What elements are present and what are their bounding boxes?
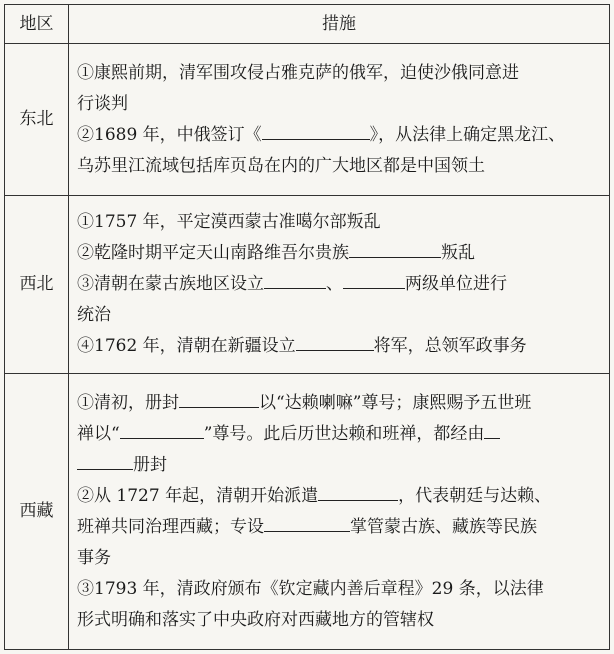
header-measures: 措施 bbox=[69, 5, 610, 44]
region-cell-tibet: 西藏 bbox=[5, 374, 69, 650]
text-line: 乌苏里江流域包括库页岛在内的广大地区都是中国领土 bbox=[77, 155, 485, 176]
text-line: ③1793 年，清政府颁布《钦定藏内善后章程》29 条，以法律 bbox=[77, 578, 544, 599]
region-cell-northwest: 西北 bbox=[5, 196, 69, 374]
text-line: ①康熙前期，清军围攻侵占雅克萨的俄军，迫使沙俄同意进 bbox=[77, 62, 519, 83]
fill-in-blank[interactable] bbox=[264, 513, 350, 532]
text-line: ①1757 年，平定漠西蒙古准噶尔部叛乱 bbox=[77, 212, 381, 232]
measures-cell-northwest bbox=[69, 196, 610, 374]
fill-in-blank[interactable] bbox=[262, 121, 370, 140]
text-line: 禅以“ ”尊号。此后历世达赖和班禅，都经由 bbox=[77, 419, 601, 450]
text-line: ①清初，册封 以“达赖喇嘛”尊号；康熙赐予五世班 bbox=[77, 388, 601, 419]
header-region: 地区 bbox=[5, 5, 69, 44]
measures-table bbox=[4, 4, 610, 650]
fill-in-blank[interactable] bbox=[120, 420, 204, 439]
fill-in-blank[interactable] bbox=[343, 270, 405, 289]
fill-in-blank[interactable] bbox=[264, 270, 326, 289]
text-line: 册封 bbox=[77, 450, 601, 481]
table-row-northeast bbox=[5, 44, 610, 196]
fill-in-blank[interactable] bbox=[77, 451, 133, 470]
fill-in-blank[interactable] bbox=[484, 420, 500, 439]
table-row-tibet bbox=[5, 374, 610, 650]
measures-cell-tibet bbox=[69, 374, 610, 650]
text-line: 班禅共同治理西藏；专设 掌管蒙古族、藏族等民族 bbox=[77, 512, 601, 543]
region-cell-northeast: 东北 bbox=[5, 44, 69, 196]
text-line: ②乾隆时期平定天山南路维吾尔贵族 叛乱 bbox=[77, 238, 601, 269]
text-line: ②从 1727 年起，清朝开始派遣 ，代表朝廷与达赖、 bbox=[77, 481, 601, 512]
text-line: 形式明确和落实了中央政府对西藏地方的管辖权 bbox=[77, 609, 434, 630]
measures-cell-northeast bbox=[69, 44, 610, 196]
text-line: 事务 bbox=[77, 547, 111, 568]
fill-in-blank[interactable] bbox=[179, 389, 259, 408]
fill-in-blank[interactable] bbox=[296, 332, 374, 351]
text-line: ④1762 年，清朝在新疆设立 将军，总领军政事务 bbox=[77, 331, 601, 362]
text-line: 行谈判 bbox=[77, 93, 128, 114]
text-line: ③清朝在蒙古族地区设立 、 两级单位进行 bbox=[77, 269, 601, 300]
table-row-northwest bbox=[5, 196, 610, 374]
table-header-row bbox=[5, 5, 610, 44]
fill-in-blank[interactable] bbox=[349, 239, 441, 258]
text-line: 统治 bbox=[77, 305, 111, 325]
text-line: ②1689 年，中俄签订《 》，从法律上确定黑龙江、 bbox=[77, 120, 601, 151]
fill-in-blank[interactable] bbox=[318, 482, 398, 501]
